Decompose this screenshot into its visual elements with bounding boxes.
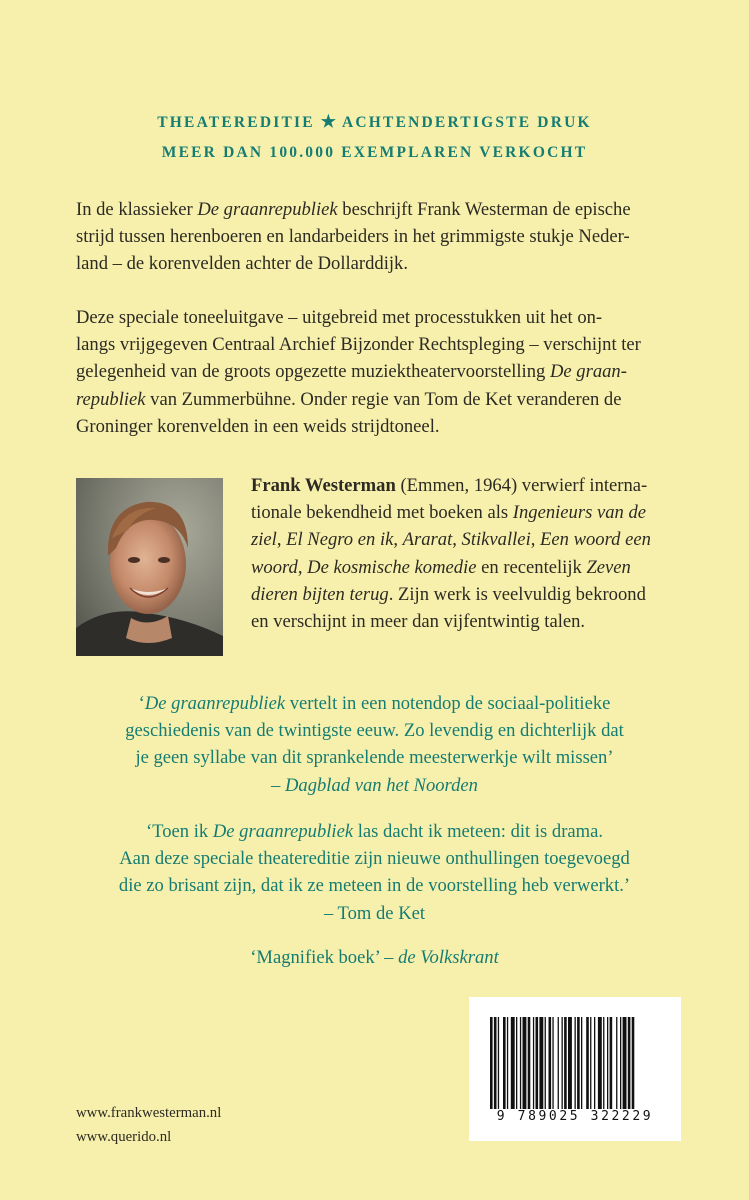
barcode-bar bbox=[516, 1017, 517, 1109]
bio-line bbox=[251, 554, 673, 581]
barcode-bar bbox=[507, 1017, 508, 1109]
barcode-bar bbox=[549, 1017, 552, 1109]
isbn-number: 9 789025 322229 bbox=[496, 1109, 654, 1124]
barcode-bar bbox=[539, 1017, 543, 1109]
barcode-bar bbox=[494, 1017, 497, 1109]
barcode-bar bbox=[552, 1017, 553, 1109]
barcode-bar bbox=[511, 1017, 515, 1109]
quote-line: geschiedenis van de twintigste eeuw. Zo levendig en dichterlijk dat bbox=[125, 720, 624, 742]
text: . Zijn werk is veelvuldig bekroond bbox=[388, 583, 646, 605]
barcode-bar bbox=[575, 1017, 576, 1109]
barcode-bar bbox=[536, 1017, 539, 1109]
text: gelegenheid van de groots opgezette muziektheatervoorstelling bbox=[76, 361, 550, 383]
text: , bbox=[276, 529, 287, 551]
website-publisher[interactable]: www.querido.nl bbox=[76, 1129, 172, 1145]
bio-line bbox=[251, 499, 673, 526]
barcode-bar bbox=[568, 1017, 572, 1109]
source-name: – Dagblad van het Noorden bbox=[271, 774, 478, 796]
tagline-line-2: MEER DAN 100.000 EXEMPLAREN VERKOCHT bbox=[161, 144, 588, 161]
barcode-bar bbox=[498, 1017, 499, 1109]
text: In de klassieker bbox=[76, 199, 198, 220]
book-title: De graanrepubliek bbox=[144, 693, 286, 714]
book-title: republiek bbox=[76, 388, 146, 410]
bio-line bbox=[251, 581, 673, 608]
text: ‘Toen ik bbox=[145, 821, 213, 842]
book-title: El Negro en ik bbox=[286, 529, 394, 551]
quote-line: Aan deze speciale theatereditie zijn nieuwe onthullingen toegevoegd bbox=[119, 848, 630, 870]
edition-line: Deze speciale toneeluitgave – uitgebreid met processtukken uit het on- bbox=[76, 307, 603, 328]
tagline-line-1 bbox=[0, 107, 749, 138]
book-title: dieren bijten terug bbox=[251, 583, 389, 605]
intro-line bbox=[76, 196, 673, 223]
barcode-bar bbox=[523, 1017, 527, 1109]
barcode-bar bbox=[528, 1017, 531, 1109]
quote-line: je geen syllabe van dit sprankelende meesterwerkje wilt missen’ bbox=[135, 747, 614, 769]
barcode-bar bbox=[607, 1017, 608, 1109]
text: tionale bekendheid met boeken als bbox=[251, 502, 513, 524]
book-title: De graan- bbox=[549, 361, 627, 383]
barcode-bar bbox=[616, 1017, 617, 1109]
barcode-bars bbox=[490, 1017, 660, 1109]
star-icon: ★ bbox=[320, 112, 337, 131]
bio-line: en verschijnt in meer dan vijfentwintig talen. bbox=[251, 611, 586, 633]
author-bio bbox=[251, 472, 673, 635]
barcode-bar bbox=[503, 1017, 506, 1109]
quote-line bbox=[0, 818, 749, 845]
intro-line: strijd tussen herenboeren en landarbeiders in het grimmigste stukje Neder- bbox=[76, 226, 630, 248]
website-author[interactable]: www.frankwesterman.nl bbox=[76, 1105, 222, 1121]
barcode-bar bbox=[628, 1017, 631, 1109]
barcode-bar bbox=[581, 1017, 582, 1109]
source-name: de Volkskrant bbox=[398, 947, 499, 968]
author-photo bbox=[76, 478, 223, 656]
text: , bbox=[452, 529, 462, 551]
barcode-bar bbox=[610, 1017, 613, 1109]
quote-source: – Tom de Ket bbox=[323, 902, 426, 924]
barcode-bar bbox=[562, 1017, 563, 1109]
tagline bbox=[0, 107, 749, 168]
author-name: Frank Westerman bbox=[251, 475, 396, 496]
barcode-bar bbox=[594, 1017, 595, 1109]
barcode-bar bbox=[623, 1017, 627, 1109]
text: , bbox=[530, 529, 541, 551]
quote-text: ‘Magnifiek boek’ – bbox=[250, 947, 399, 968]
book-title: De kosmische komedie bbox=[307, 556, 477, 578]
book-title: Een woord een bbox=[540, 529, 651, 551]
text: van Zummerbühne. Onder regie van Tom de Ket veranderen de bbox=[145, 388, 622, 410]
barcode-bar bbox=[558, 1017, 559, 1109]
edition-line: Groninger korenvelden in een weids strijdtoneel. bbox=[76, 415, 440, 437]
review-quote-1 bbox=[0, 690, 749, 799]
barcode-bar bbox=[590, 1017, 591, 1109]
text: (Emmen, 1964) verwierf interna- bbox=[395, 475, 648, 496]
bio-line bbox=[251, 472, 673, 499]
barcode-bar bbox=[490, 1017, 493, 1109]
review-quote-2 bbox=[0, 818, 749, 927]
isbn-barcode bbox=[469, 997, 681, 1141]
barcode-bar bbox=[603, 1017, 604, 1109]
book-title: Ingenieurs van de bbox=[512, 502, 646, 524]
edition-line: langs vrijgegeven Centraal Archief Bijzonder Rechtspleging – verschijnt ter bbox=[76, 334, 641, 356]
text: ‘ bbox=[138, 693, 145, 714]
barcode-bar bbox=[620, 1017, 621, 1109]
tagline-edition: THEATEREDITIE bbox=[157, 114, 315, 131]
intro-paragraph bbox=[76, 196, 673, 278]
tagline-print-run: ACHTENDERTIGSTE DRUK bbox=[342, 114, 592, 131]
text: vertelt in een notendop de sociaal-politieke bbox=[285, 693, 611, 714]
book-title: Zeven bbox=[586, 556, 631, 578]
barcode-bar bbox=[598, 1017, 602, 1109]
book-title: De graanrepubliek bbox=[197, 199, 338, 220]
quote-line: die zo brisant zijn, dat ik ze meteen in de voorstelling heb verwerkt.’ bbox=[118, 875, 631, 897]
quote-source bbox=[0, 772, 749, 799]
intro-line: land – de korenvelden achter de Dollarddijk. bbox=[76, 253, 408, 275]
book-title: Stikvallei bbox=[461, 529, 531, 551]
text: en recentelijk bbox=[476, 556, 587, 578]
edition-paragraph bbox=[76, 304, 673, 440]
book-title: Ararat bbox=[402, 529, 453, 551]
barcode-bar bbox=[564, 1017, 567, 1109]
barcode-bar bbox=[533, 1017, 534, 1109]
review-quote-3 bbox=[0, 944, 749, 971]
edition-line bbox=[76, 386, 673, 413]
text: , bbox=[297, 556, 308, 578]
text: las dacht ik meteen: dit is drama. bbox=[353, 821, 604, 842]
text: , bbox=[393, 529, 403, 551]
book-title: ziel bbox=[251, 529, 277, 551]
book-title: woord bbox=[251, 556, 298, 578]
barcode-bar bbox=[577, 1017, 580, 1109]
author-portrait-image bbox=[76, 478, 223, 656]
text: beschrijft Frank Westerman de epische bbox=[337, 199, 631, 220]
book-title: De graanrepubliek bbox=[212, 821, 354, 842]
barcode-bar bbox=[586, 1017, 589, 1109]
edition-line bbox=[76, 358, 673, 385]
quote-line bbox=[0, 690, 749, 717]
barcode-bar bbox=[632, 1017, 635, 1109]
barcode-bar bbox=[545, 1017, 546, 1109]
bio-line bbox=[251, 526, 673, 553]
barcode-bar bbox=[520, 1017, 521, 1109]
